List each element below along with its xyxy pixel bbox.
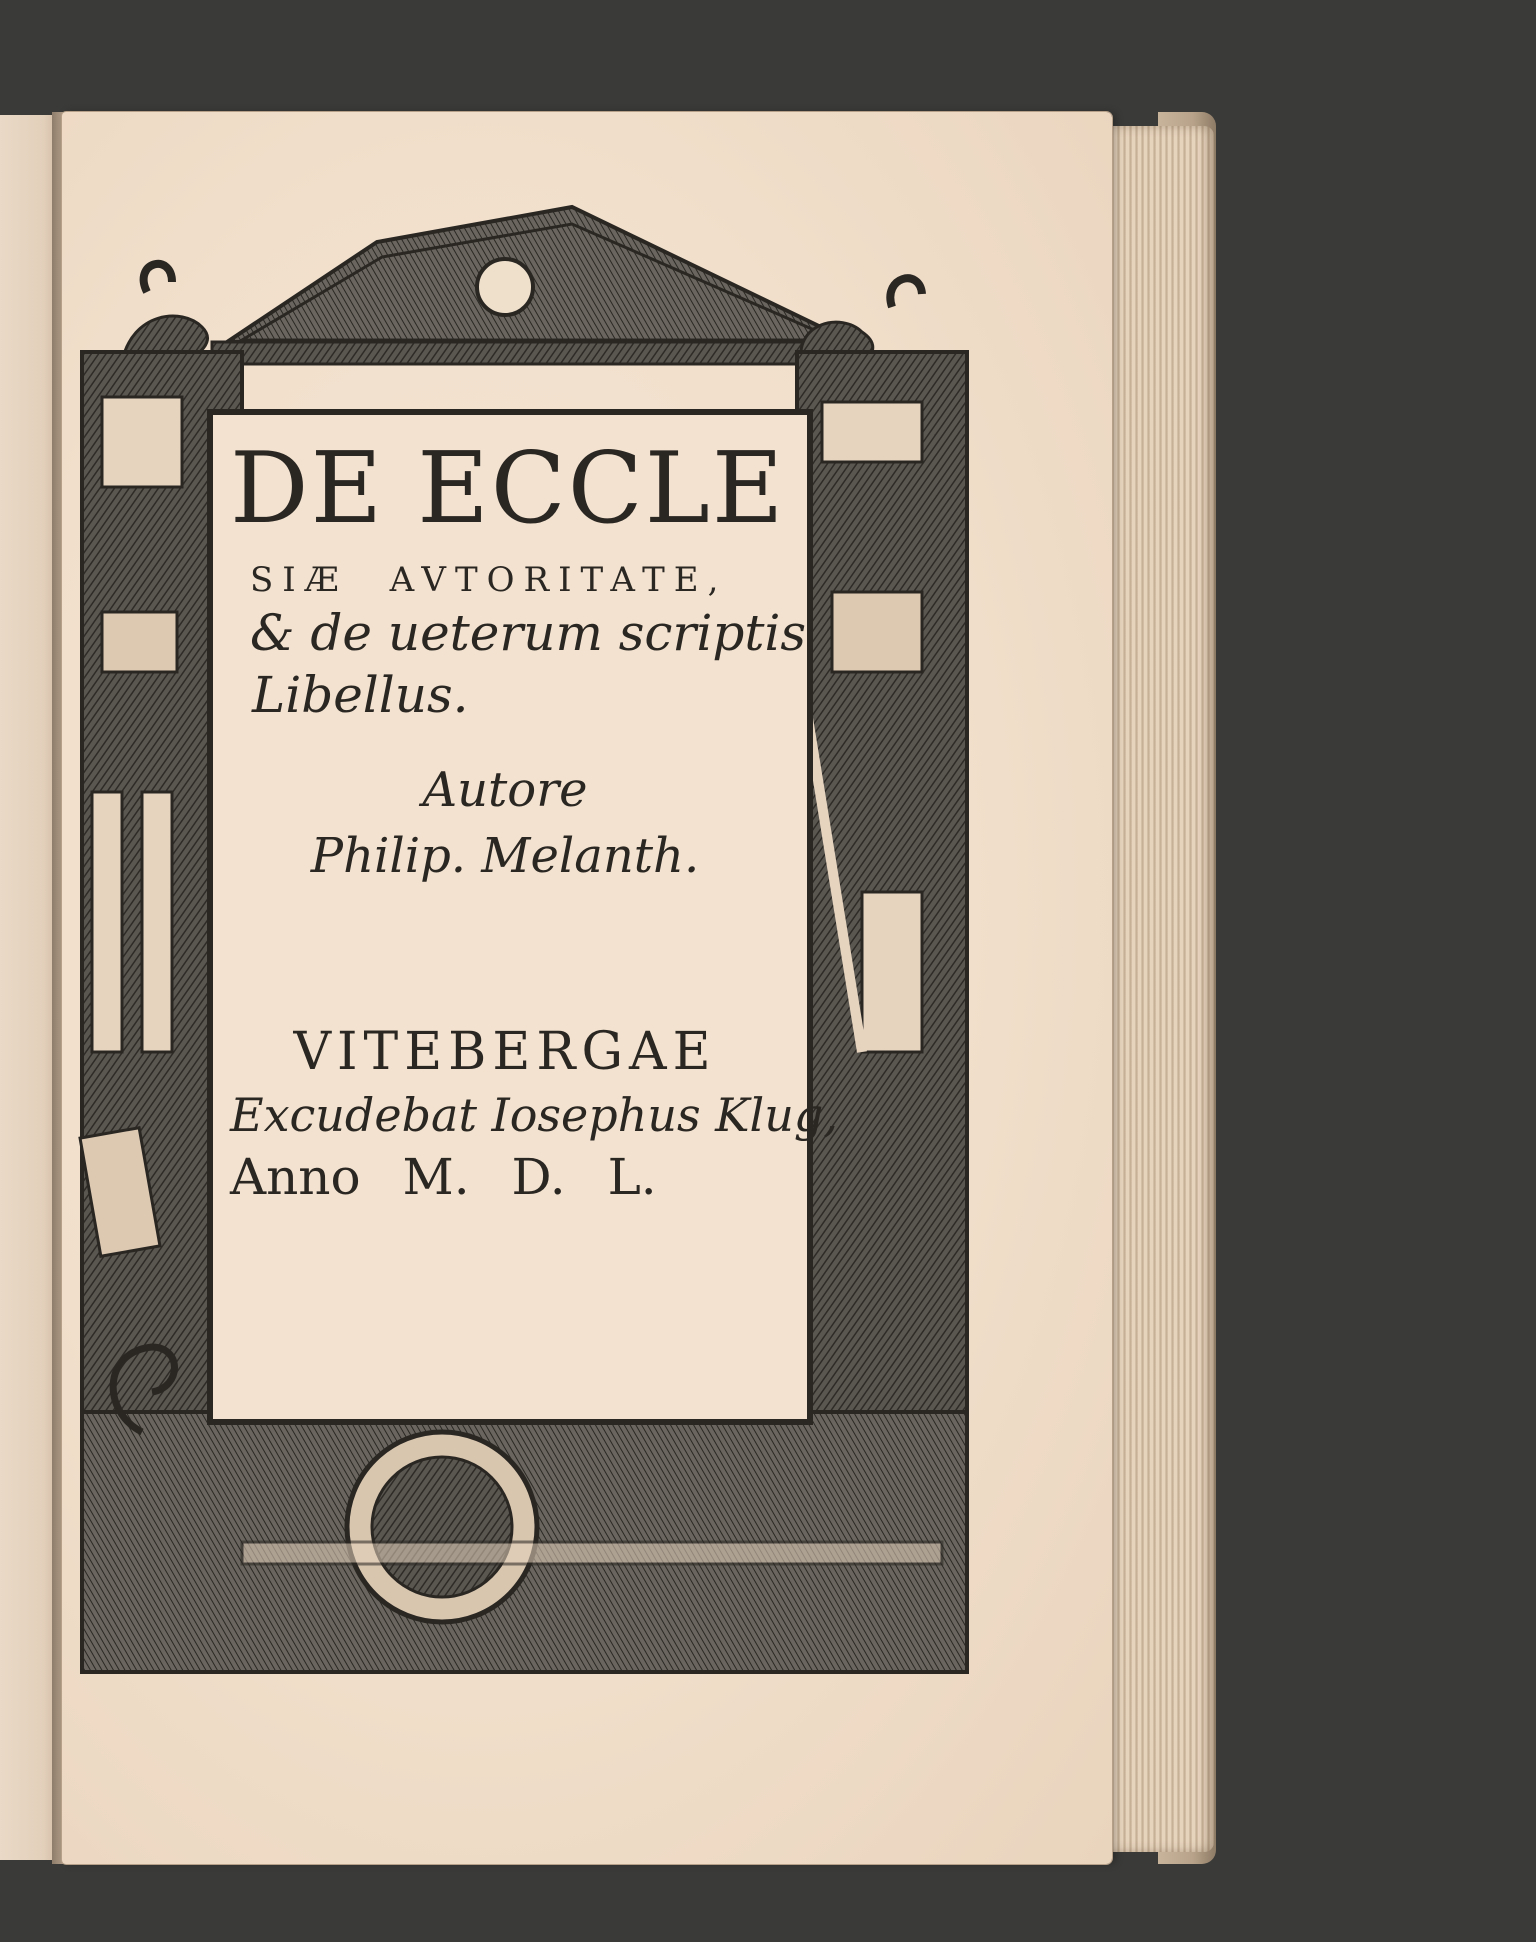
pediment-ornament [212, 207, 862, 364]
author-label: Autore [422, 762, 588, 818]
imprint-printer: Excudebat Iosephus Klug, [230, 1088, 838, 1142]
title-line-1: DE ECCLE [230, 432, 786, 546]
imprint-year: Anno M. D. L. [230, 1148, 657, 1206]
imprint-place: VITEBERGAE [293, 1022, 717, 1082]
title-page [62, 112, 1112, 1864]
title-line-3: & de ueterum scriptis [250, 604, 807, 662]
title-text-block [210, 412, 838, 1412]
author-name: Philip. Melanth. [310, 828, 700, 884]
page-block-edges [1096, 126, 1214, 1852]
title-line-2: SIÆ AVTORITATE, [250, 560, 728, 600]
title-line-4: Libellus. [252, 666, 469, 724]
